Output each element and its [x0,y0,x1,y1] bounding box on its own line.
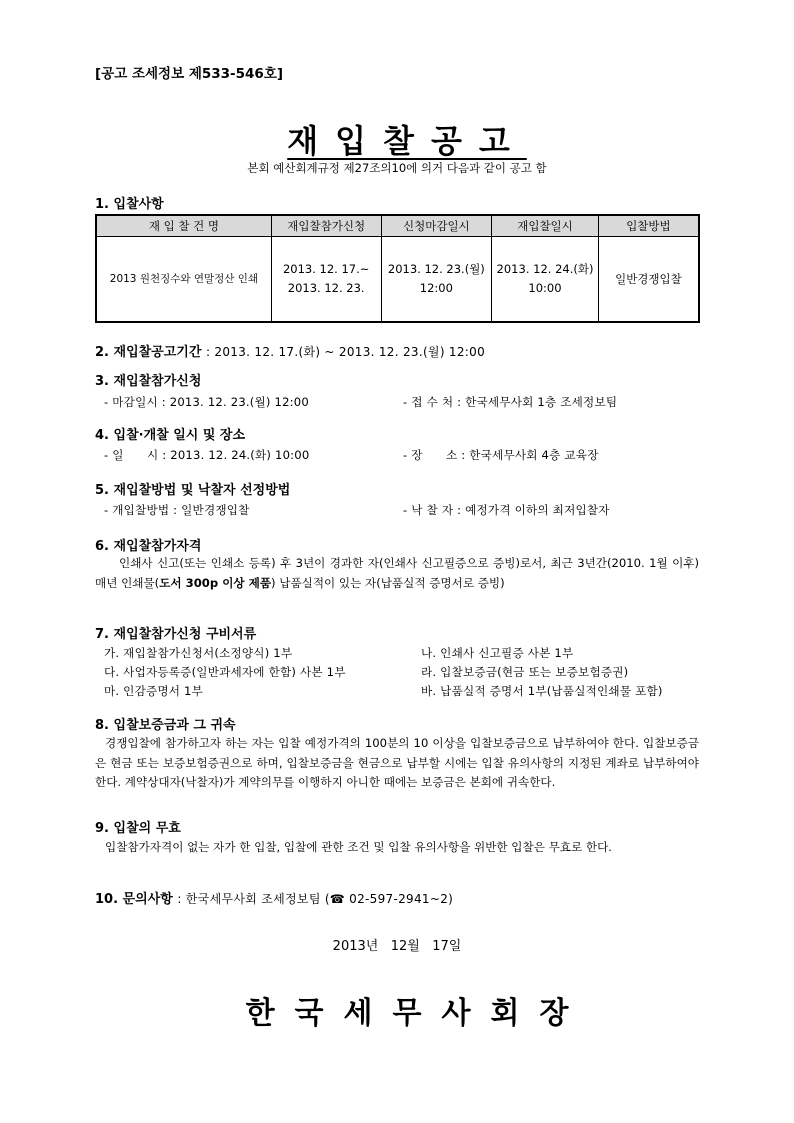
section-6-text-b: ) 납품실적이 있는 자(납품실적 증명서로 증빙) [271,575,505,590]
list-item: 가. 재입찰참가신청서(소정양식) 1부 [104,646,293,660]
bid-table [95,214,700,323]
section-8-heading: 8. 입찰보증금과 그 귀속 [95,718,236,733]
cell-apply-period [271,237,381,323]
bid-table-header-row [96,215,699,237]
section-6-heading: 6. 재입찰참가자격 [95,539,202,554]
bid-date: 2013. 12. 24.(화) [496,262,594,276]
section-1-heading: 1. 입찰사항 [95,197,164,212]
notice-number: [공고 조세정보 제533-546호] [95,66,284,82]
header-cell-apply: 재입찰참가신청 [271,215,381,237]
table-row [96,237,699,323]
notice-date: 2013년 12월 17일 [332,939,462,954]
section-8-text: 경쟁입찰에 참가하고자 하는 자는 입찰 예정가격의 100분의 10 이상을 입찰보증금으로 납부하여야 한다. 입찰보증금은 현금 또는 보증보험증권으로 하며, 입찰보증금을 현금으로 납부할 시에는 입찰 유의사항의 지정된 계좌로 납부하여야 한다. 계약상대자(낙찰자)가 계약의무를 이행하지 아니한 때에는 보증금은 본회에 귀속한다. [95,736,699,789]
section-3-deadline: - 마감일시 : 2013. 12. 23.(월) 12:00 [104,395,309,409]
section-4-place: - 장 소 : 한국세무사회 4층 교육장 [403,448,599,462]
header-cell-bid-date: 재입찰일시 [492,215,599,237]
list-item: 바. 납품실적 증명서 1부(납품실적인쇄물 포함) [421,684,663,698]
section-2-text: : 2013. 12. 17.(화) ~ 2013. 12. 23.(월) 12:00 [205,345,486,359]
section-10 [95,888,453,907]
section-2-heading: 2. 재입찰공고기간 [95,345,202,360]
cell-bid-date [492,237,599,323]
section-6-text [95,554,699,593]
section-6-text-a: 인쇄사 신고(또는 인쇄소 등록) 후 3년이 경과한 자(인쇄사 신고필증으로 증빙)로서, 최근 3년간(2010. 1월 이후) 매년 인쇄물( [95,556,699,590]
deadline-time: 12:00 [419,281,453,295]
section-4-datetime: - 일 시 : 2013. 12. 24.(화) 10:00 [104,448,310,462]
cell-project-name: 2013 원천징수와 연말정산 인쇄 [96,237,271,323]
section-4-heading: 4. 입찰·개찰 일시 및 장소 [95,428,246,443]
bid-time: 10:00 [528,281,562,295]
section-3-heading: 3. 재입찰참가신청 [95,374,202,389]
section-5-winner: - 낙 찰 자 : 예정가격 이하의 최저입찰자 [403,503,610,517]
list-item: 다. 사업자등록증(일반과세자에 한함) 사본 1부 [104,665,346,679]
list-item: 라. 입찰보증금(현금 또는 보증보험증권) [421,665,629,679]
header-cell-deadline: 신청마감일시 [381,215,492,237]
organization-name: 한국세무사회장 [245,996,589,1031]
header-cell-name: 재 입 찰 건 명 [96,215,271,237]
list-item: 나. 인쇄사 신고필증 사본 1부 [421,646,574,660]
list-item: 마. 인감증명서 1부 [104,684,204,698]
deadline-date: 2013. 12. 23.(월) [387,262,485,276]
section-9-heading: 9. 입찰의 무효 [95,821,181,836]
cell-deadline [381,237,492,323]
section-2 [95,341,485,360]
apply-start: 2013. 12. 17.~ [282,262,370,276]
section-5-method: - 개입찰방법 : 일반경쟁입찰 [104,503,250,517]
section-10-heading: 10. 문의사항 [95,892,173,907]
page-subtitle: 본회 예산회계규정 제27조의10에 의거 다음과 같이 공고 함 [247,161,547,175]
header-cell-method: 입찰방법 [598,215,699,237]
section-9-text: 입찰참가자격이 없는 자가 한 입찰, 입찰에 관한 조건 및 입찰 유의사항을 위반한 입찰은 무효로 한다. [105,840,612,854]
page-title: 재입찰공고 [287,122,527,160]
cell-method: 일반경쟁입찰 [598,237,699,323]
section-6-text-bold: 도서 300p 이상 제품 [159,575,272,590]
section-10-text: : 한국세무사회 조세정보팀 (☎ 02-597-2941~2) [177,892,454,906]
section-3-reception: - 접 수 처 : 한국세무사회 1층 조세정보팀 [403,395,618,409]
section-7-heading: 7. 재입찰참가신청 구비서류 [95,627,257,642]
section-5-heading: 5. 재입찰방법 및 낙찰자 선정방법 [95,483,291,498]
apply-end: 2013. 12. 23. [287,281,365,295]
